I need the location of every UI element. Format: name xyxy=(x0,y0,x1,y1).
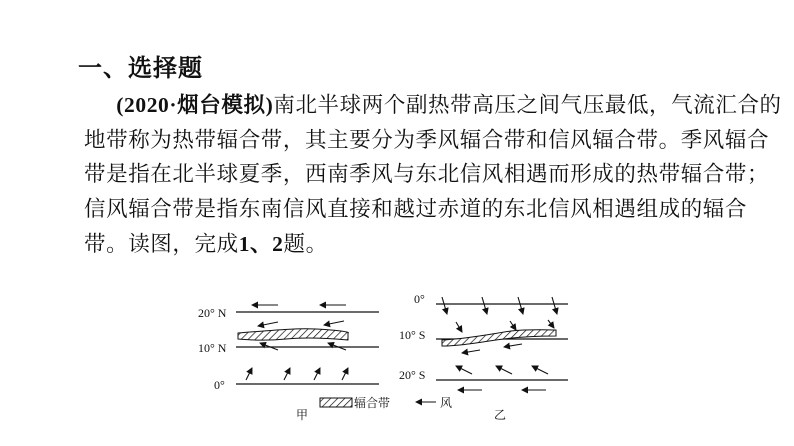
legend-zone-label: 辐合带 xyxy=(354,396,391,410)
convergence-zone-yi xyxy=(442,330,556,346)
legend-zone-swatch xyxy=(320,398,352,407)
figure-legend xyxy=(320,395,452,410)
caption-jia: 甲 xyxy=(296,408,309,422)
convergence-zone-jia xyxy=(238,329,348,340)
question-source-tag: (2020·烟台模拟) xyxy=(116,93,274,117)
lat-label-20n: 20° N xyxy=(198,306,227,320)
wind-arrows-jia xyxy=(246,305,348,380)
question-numbers: 1、2 xyxy=(238,232,284,257)
section-heading: 一、选择题 xyxy=(78,54,203,82)
lat-label-0-left: 0° xyxy=(214,378,225,392)
wind-convergence-figure xyxy=(196,292,596,446)
lat-label-0-right: 0° xyxy=(414,292,425,306)
legend-wind-label: 风 xyxy=(440,396,453,410)
figure-svg xyxy=(196,292,596,442)
question-text: 南北半球两个副热带高压之间气压最低，气流汇合的地带称为热带辐合带，其主要分为季风辐合带和信风辐合带。季风辐合带是指在北半球夏季，西南季风与东北信风相遇而形成的热带辐合带；信风辐合带是指东南信风直接和越过赤道的东北信风相遇组成的辐合带。读图，完成 xyxy=(84,93,782,258)
lat-label-10s: 10° S xyxy=(399,328,426,342)
lat-label-10n: 10° N xyxy=(198,341,227,355)
question-paragraph xyxy=(84,88,784,263)
lat-label-20s: 20° S xyxy=(399,368,426,382)
question-text-end: 题。 xyxy=(283,232,328,258)
caption-yi: 乙 xyxy=(494,408,507,422)
